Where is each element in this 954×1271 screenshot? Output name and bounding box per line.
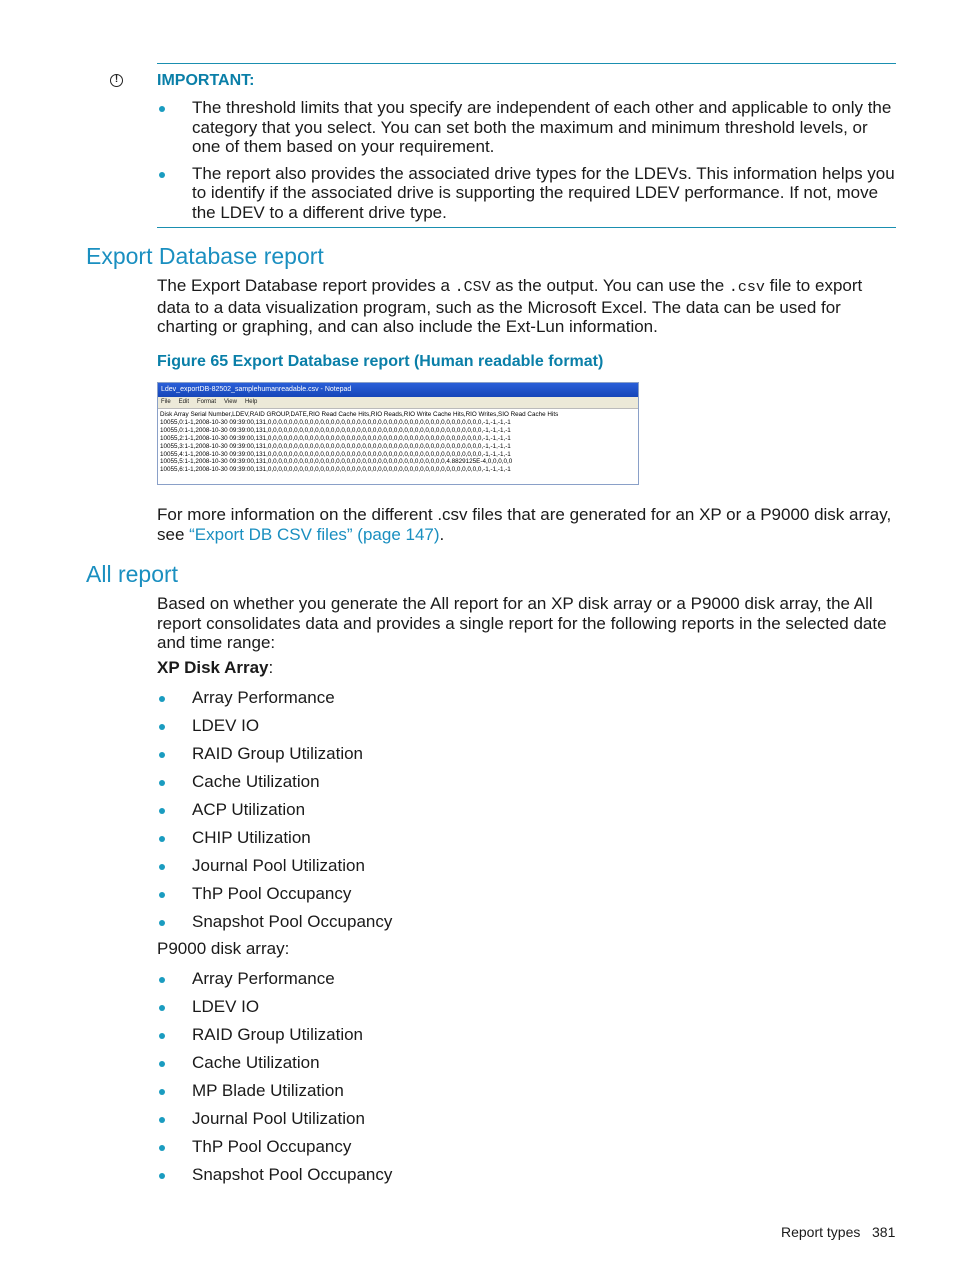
list-item: Snapshot Pool Occupancy — [157, 912, 896, 940]
menu-format: Format — [197, 399, 217, 405]
export-db-csv-link[interactable]: “Export DB CSV files” (page 147) — [189, 524, 440, 544]
list-item: The threshold limits that you specify are independent of each other and applicable to only the category that you select. You can set both the maximum and minimum threshold levels, or one of them based on your requirement. — [157, 98, 896, 157]
important-icon: ! — [110, 74, 123, 87]
list-item: RAID Group Utilization — [157, 744, 896, 772]
list-item: Journal Pool Utilization — [157, 856, 896, 884]
csv-code: .csv — [728, 279, 765, 296]
export-section-paragraph: The Export Database report provides a .CSV as the output. You can use the .csv file to export data to a data visualization program, such as the Microsoft Excel. The data can be used for charting or graphing, and can also include the Ext-Lun information. — [157, 276, 863, 336]
list-item: LDEV IO — [157, 716, 896, 744]
footer-section-name: Report types — [781, 1224, 861, 1240]
notepad-content — [158, 409, 638, 474]
csv-line: 10055,2:1-1,2008-10-30 09:39:00,131,0,0,0,0,0,0,0,0,0,0,0,0,0,0,0,0,0,0,0,0,0,0,0,0,0,0,0,0,0,0,0,0,0,0,0,0,0,0,0,0,0,-1,-1,-1,-1 — [160, 434, 511, 442]
notepad-title: Ldev_exportDB-82502_samplehumanreadable.csv - Notepad — [158, 383, 638, 397]
menu-file: File — [161, 399, 171, 405]
p9000-report-list — [157, 969, 896, 1193]
figure-caption: Figure 65 Export Database report (Human readable format) — [157, 353, 604, 370]
more-info-paragraph: For more information on the different .csv files that are generated for an XP or a P9000 disk array, see “Export DB CSV files” (page 147). — [157, 505, 892, 544]
csv-line: 10055,0:1-1,2008-10-30 09:39:00,131,0,0,0,0,0,0,0,0,0,0,0,0,0,0,0,0,0,0,0,0,0,0,0,0,0,0,0,0,0,0,0,0,0,0,0,0,0,0,0,0,0,-1,-1,-1,-1 — [160, 426, 511, 434]
list-item: Cache Utilization — [157, 1053, 896, 1081]
menu-edit: Edit — [178, 399, 190, 405]
csv-code: .CSV — [454, 279, 491, 296]
csv-line: 10055,6:1-1,2008-10-30 09:39:00,131,0,0,0,0,0,0,0,0,0,0,0,0,0,0,0,0,0,0,0,0,0,0,0,0,0,0,0,0,0,0,0,0,0,0,0,0,0,0,0,0,0,-1,-1,-1,-1 — [160, 466, 511, 474]
list-item: ThP Pool Occupancy — [157, 884, 896, 912]
list-item: ThP Pool Occupancy — [157, 1137, 896, 1165]
important-list — [157, 98, 896, 229]
list-item: CHIP Utilization — [157, 828, 896, 856]
xp-label: XP Disk Array: — [157, 658, 274, 677]
list-item: Cache Utilization — [157, 772, 896, 800]
list-item: ACP Utilization — [157, 800, 896, 828]
csv-line: 10055,4:1-1,2008-10-30 09:39:00,131,0,0,0,0,0,0,0,0,0,0,0,0,0,0,0,0,0,0,0,0,0,0,0,0,0,0,0,0,0,0,0,0,0,0,0,0,0,0,0,0,0,-1,-1,-1,-1 — [160, 450, 511, 458]
p9000-label: P9000 disk array: — [157, 939, 290, 958]
notepad-screenshot — [157, 382, 639, 485]
xp-report-list — [157, 688, 896, 940]
menu-help: Help — [244, 399, 258, 405]
csv-line: 10055,0:1-1,2008-10-30 09:39:00,131,0,0,0,0,0,0,0,0,0,0,0,0,0,0,0,0,0,0,0,0,0,0,0,0,0,0,0,0,0,0,0,0,0,0,0,0,0,0,0,0,0,-1,-1,-1,-1 — [160, 418, 511, 426]
csv-line: 10055,3:1-1,2008-10-30 09:39:00,131,0,0,0,0,0,0,0,0,0,0,0,0,0,0,0,0,0,0,0,0,0,0,0,0,0,0,0,0,0,0,0,0,0,0,0,0,0,0,0,0,0,-1,-1,-1,-1 — [160, 442, 511, 450]
list-item: RAID Group Utilization — [157, 1025, 896, 1053]
list-item: LDEV IO — [157, 997, 896, 1025]
menu-view: View — [224, 399, 237, 405]
list-item: Journal Pool Utilization — [157, 1109, 896, 1137]
csv-line: 10055,5:1-1,2008-10-30 09:39:00,131,0,0,0,0,0,0,0,0,0,0,0,0,0,0,0,0,0,0,0,0,0,0,0,0,0,0,0,0,0,0,0,0,0,0,4.8829125E-4,0,0,0,0,0 — [160, 458, 513, 466]
csv-line: Disk Array Serial Number,LDEV,RAID GROUP,DATE,RIO Read Cache Hits,RIO Reads,RIO Write Cache Hits,RIO Writes,SIO Read Cache Hits — [160, 411, 559, 418]
all-section-heading: All report — [86, 561, 179, 587]
notepad-menu — [158, 397, 638, 409]
all-section-intro: Based on whether you generate the All report for an XP disk array or a P9000 disk array, the All report consolidates data and provides a single report for the following reports in the selected date and time range: — [157, 594, 887, 652]
important-top-rule — [157, 63, 896, 64]
list-item: Snapshot Pool Occupancy — [157, 1165, 896, 1193]
list-item: MP Blade Utilization — [157, 1081, 896, 1109]
list-item: Array Performance — [157, 969, 896, 997]
list-item: Array Performance — [157, 688, 896, 716]
page-number: 381 — [872, 1224, 896, 1240]
important-label: IMPORTANT: — [157, 72, 255, 89]
export-section-heading: Export Database report — [86, 243, 324, 269]
important-bottom-rule — [157, 227, 896, 228]
list-item: The report also provides the associated drive types for the LDEVs. This information helps you to identify if the associated drive is supporting the required LDEV performance. If not, move the LDEV to a different drive type. — [157, 164, 896, 223]
